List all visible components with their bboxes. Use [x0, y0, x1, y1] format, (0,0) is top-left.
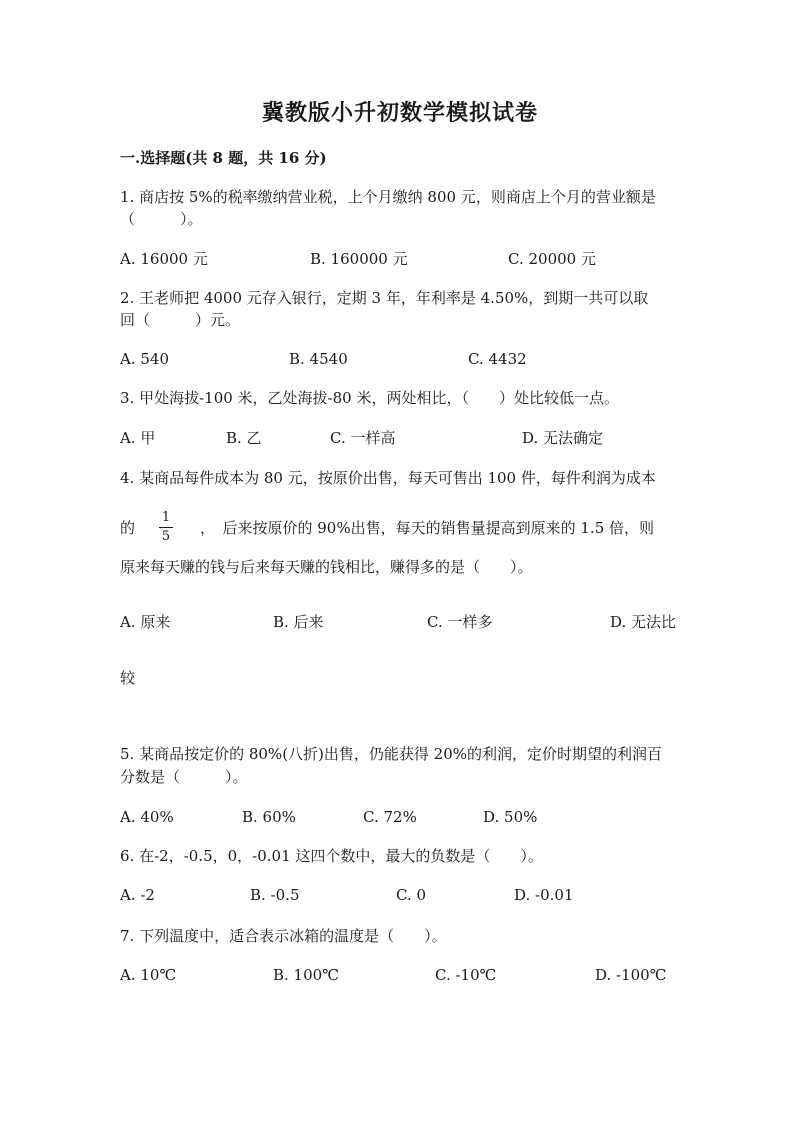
question-2-text-line2: 回（ ）元。: [120, 311, 241, 329]
exam-title: 冀教版小升初数学模拟试卷: [261, 100, 538, 126]
question-3-option-b: B. 乙: [226, 429, 262, 447]
question-7-text: 7. 下列温度中，适合表示冰箱的温度是（ ）。: [120, 927, 447, 945]
question-7-option-d: D. -100℃: [595, 966, 667, 984]
fraction-one-fifth: [155, 510, 177, 545]
question-6-option-b: B. -0.5: [250, 886, 300, 904]
question-2-option-a: A. 540: [120, 350, 169, 368]
fraction-numerator: 1: [161, 510, 171, 525]
question-5-option-c: C. 72%: [363, 808, 417, 826]
question-5-option-d: D. 50%: [483, 808, 538, 826]
question-5-option-a: A. 40%: [120, 808, 174, 826]
question-4-text-line2-start: 的: [120, 519, 136, 537]
question-7-option-a: A. 10℃: [120, 966, 177, 984]
question-3-option-c: C. 一样高: [330, 429, 396, 447]
question-1-text-line1: 1. 商店按 5%的税率缴纳营业税，上个月缴纳 800 元，则商店上个月的营业额是: [120, 188, 656, 206]
fraction-denominator: 5: [161, 529, 171, 544]
question-1-option-a: A. 16000 元: [120, 250, 208, 268]
section-heading: 一.选择题(共 8 题，共 16 分): [120, 149, 327, 167]
question-2-text-line1: 2. 王老师把 4000 元存入银行，定期 3 年，年利率是 4.50%，到期一共可以取: [120, 289, 649, 307]
question-3-option-d: D. 无法确定: [522, 429, 604, 447]
question-4-option-b: B. 后来: [273, 613, 324, 631]
question-4-option-c: C. 一样多: [427, 613, 493, 631]
question-7-option-c: C. -10℃: [435, 966, 497, 984]
question-6-option-d: D. -0.01: [514, 886, 574, 904]
question-1-option-c: C. 20000 元: [508, 250, 596, 268]
fraction-bar: [159, 527, 173, 528]
question-4-option-a: A. 原来: [120, 613, 171, 631]
question-4-option-d-wrap: 较: [120, 669, 136, 687]
question-6-option-c: C. 0: [396, 886, 427, 904]
question-7-option-b: B. 100℃: [273, 966, 339, 984]
question-6-text: 6. 在-2，-0.5，0，-0.01 这四个数中，最大的负数是（ ）。: [120, 847, 543, 865]
question-3-text: 3. 甲处海拔-100 米，乙处海拔-80 米，两处相比，（ ）处比较低一点。: [120, 389, 619, 407]
question-5-text-line1: 5. 某商品按定价的 80%(八折)出售，仍能获得 20%的利润，定价时期望的利润百: [120, 745, 663, 763]
question-5-text-line2: 分数是（ ）。: [120, 768, 248, 786]
question-3-option-a: A. 甲: [120, 429, 156, 447]
question-2-option-c: C. 4432: [468, 350, 527, 368]
question-6-option-a: A. -2: [120, 886, 155, 904]
question-2-option-b: B. 4540: [289, 350, 348, 368]
question-1-text-line2: （ ）。: [120, 210, 203, 228]
question-4-text-line3: 原来每天赚的钱与后来每天赚的钱相比，赚得多的是（ ）。: [120, 558, 533, 576]
question-4-option-d: D. 无法比: [610, 613, 677, 631]
question-1-option-b: B. 160000 元: [310, 250, 408, 268]
question-5-option-b: B. 60%: [242, 808, 296, 826]
question-4-text-line2-end: ， 后来按原价的 90%出售，每天的销售量提高到原来的 1.5 倍，则: [200, 519, 655, 537]
question-4-text-line1: 4. 某商品每件成本为 80 元，按原价出售，每天可售出 100 件，每件利润为成本: [120, 469, 656, 487]
